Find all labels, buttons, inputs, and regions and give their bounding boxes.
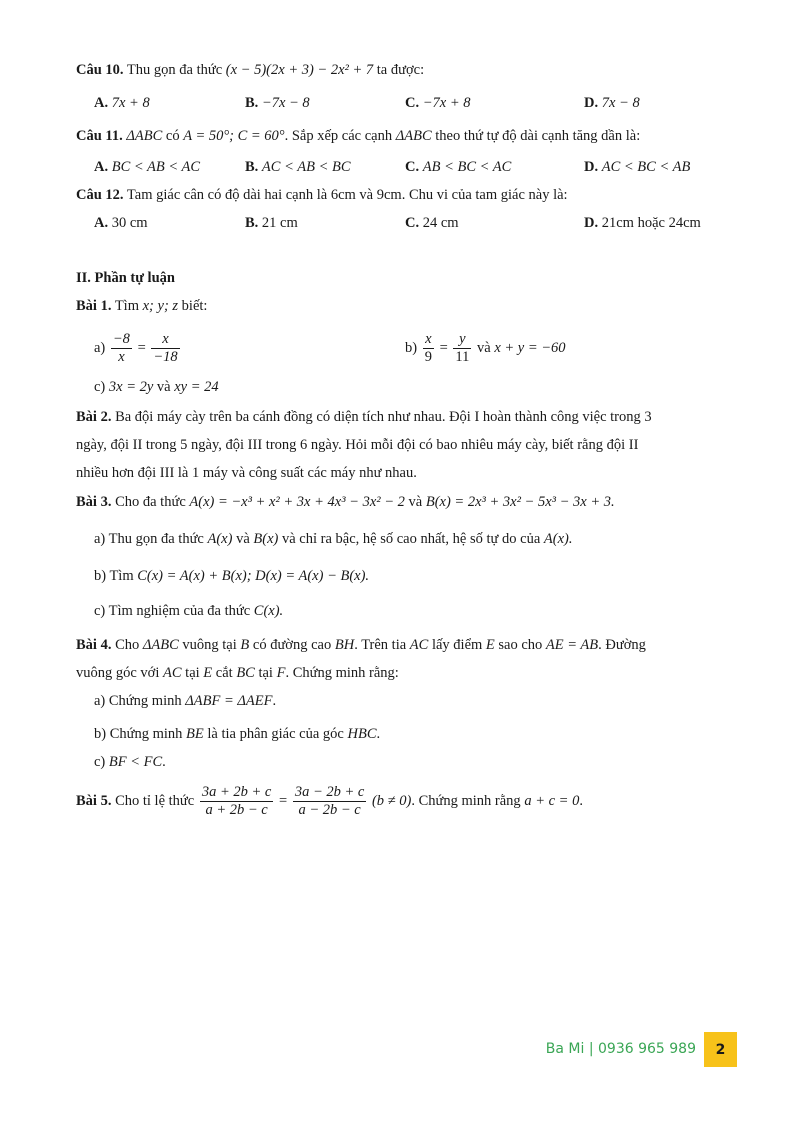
exercise-1c: c) 3x = 2y và xy = 24	[94, 379, 219, 395]
exercise-2-line: nhiều hơn đội III là 1 máy và công suất các máy như nhau.	[76, 465, 417, 481]
exercise-4b: b) Chứng minh BE là tia phân giác của góc HBC.	[94, 726, 381, 742]
exercise-3a: a) Thu gọn đa thức A(x) và B(x) và chỉ ra bậc, hệ số cao nhất, hệ số tự do của A(x).	[94, 531, 573, 547]
exercise-5: Bài 5. Cho tỉ lệ thức $\frac{3a + 2b + c}{a + 2b - c}$ = $\frac{3a - 2b + c}{a - 2b - c}$ (b ≠ 0). Chứng minh rằng a + c = 0.	[76, 784, 583, 819]
exercise-2-line: ngày, đội II trong 5 ngày, đội III trong 6 ngày. Hỏi mỗi đội có bao nhiêu máy cày, biết rằng đội II	[76, 437, 639, 453]
option-b: B. −7x − 8	[245, 95, 310, 111]
option-d: D. AC < BC < AB	[584, 159, 691, 175]
exercise-1a: a) $\frac{-8}{x}$ = $\frac{x}{-18}$	[94, 331, 178, 366]
math-expression: (x − 5)(2x + 3) − 2x² + 7	[225, 62, 374, 78]
page-number: 2	[704, 1032, 737, 1067]
exercise-2: Bài 2. Ba đội máy cày trên ba cánh đồng có diện tích như nhau. Đội I hoàn thành công việc trong 3	[76, 409, 652, 425]
option-c: C. AB < BC < AC	[405, 159, 512, 175]
fraction: $\frac{x}{-18}$	[153, 331, 178, 366]
option-a: A. BC < AB < AC	[94, 159, 201, 175]
exercise-3b: b) Tìm C(x) = A(x) + B(x); D(x) = A(x) − B(x).	[94, 568, 370, 584]
section-heading: II. Phần tự luận	[76, 270, 175, 286]
option-d: D. 21cm hoặc 24cm	[584, 215, 701, 231]
option-b: B. 21 cm	[245, 215, 298, 231]
exercise-4-line: vuông góc với AC tại E cắt BC tại F. Chứng minh rằng:	[76, 665, 399, 681]
question-10: Câu 10. Thu gọn đa thức (x − 5)(2x + 3) − 2x² + 7 ta được:	[76, 62, 425, 78]
exercise-3c: c) Tìm nghiệm của đa thức C(x).	[94, 603, 284, 619]
footer-contact: Ba Mi | 0936 965 989	[545, 1041, 696, 1057]
exercise-4: Bài 4. Cho ΔABC vuông tại B có đường cao BH. Trên tia AC lấy điểm E sao cho AE = AB. Đường	[76, 637, 646, 653]
question-label: Câu 12.	[76, 187, 124, 203]
exercise-4c: c) BF < FC.	[94, 754, 166, 770]
question-12: Câu 12. Tam giác cân có độ dài hai cạnh là 6cm và 9cm. Chu vi của tam giác này là:	[76, 187, 568, 203]
question-label: Câu 11.	[76, 128, 123, 144]
fraction: $\frac{3a + 2b + c}{a + 2b - c}$	[201, 784, 272, 819]
option-b: B. AC < AB < BC	[245, 159, 351, 175]
option-c: C. −7x + 8	[405, 95, 471, 111]
fraction: $\frac{x}{9}$	[424, 331, 432, 366]
option-a: A. 7x + 8	[94, 95, 150, 111]
question-label: Câu 10.	[76, 62, 124, 78]
fraction: $\frac{-8}{x}$	[112, 331, 130, 366]
option-c: C. 24 cm	[405, 215, 459, 231]
exercise-1b: b) $\frac{x}{9}$ = $\frac{y}{11}$ và x + y = −60	[405, 331, 566, 366]
fraction: $\frac{3a - 2b + c}{a - 2b - c}$	[294, 784, 365, 819]
exercise-4a: a) Chứng minh ΔABF = ΔAEF.	[94, 693, 277, 709]
exercise-3: Bài 3. Cho đa thức A(x) = −x³ + x² + 3x + 4x³ − 3x² − 2 và B(x) = 2x³ + 3x² − 5x³ − 3x + 3.	[76, 494, 615, 510]
fraction: $\frac{y}{11}$	[455, 331, 470, 366]
exercise-1: Bài 1. Tìm x; y; z biết:	[76, 298, 208, 314]
question-11: Câu 11. ΔABC có A = 50°; C = 60°. Sắp xếp các cạnh ΔABC theo thứ tự độ dài cạnh tăng dần là:	[76, 128, 641, 144]
option-a: A. 30 cm	[94, 215, 148, 231]
option-d: D. 7x − 8	[584, 95, 640, 111]
